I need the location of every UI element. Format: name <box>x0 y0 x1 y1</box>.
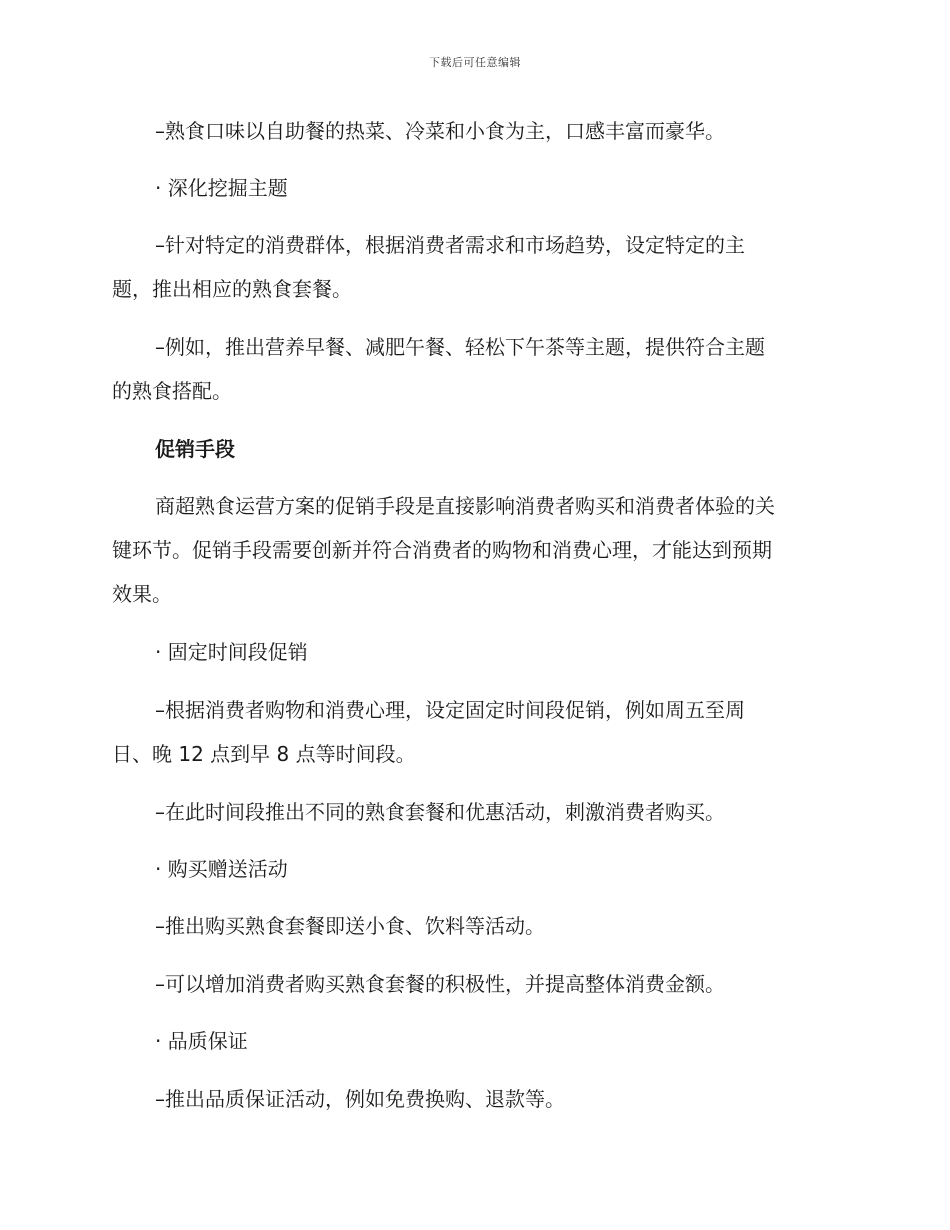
paragraph-line: 键环节。促销手段需要创新并符合消费者的购物和消费心理，才能达到预期 <box>112 538 772 562</box>
paragraph-line: –推出品质保证活动，例如免费换购、退款等。 <box>155 1087 565 1111</box>
paragraph-line: 商超熟食运营方案的促销手段是直接影响消费者购买和消费者体验的关 <box>155 494 775 518</box>
bullet-heading: · 品质保证 <box>155 1029 248 1053</box>
paragraph-line: 效果。 <box>112 582 172 606</box>
paragraph-line: 的熟食搭配。 <box>112 379 232 403</box>
paragraph-line: –熟食口味以自助餐的热菜、冷菜和小食为主，口感丰富而豪华。 <box>155 119 725 143</box>
paragraph-line: –在此时间段推出不同的熟食套餐和优惠活动，刺激消费者购买。 <box>155 800 725 824</box>
paragraph-line: –根据消费者购物和消费心理，设定固定时间段促销，例如周五至周 <box>155 698 745 722</box>
paragraph-line: –推出购买熟食套餐即送小食、饮料等活动。 <box>155 914 545 938</box>
paragraph-line: –可以增加消费者购买熟食套餐的积极性，并提高整体消费金额。 <box>155 972 725 996</box>
bullet-heading: · 固定时间段促销 <box>155 640 308 664</box>
bullet-heading: · 购买赠送活动 <box>155 857 288 881</box>
bullet-heading: · 深化挖掘主题 <box>155 176 288 200</box>
paragraph-line: 日、晚 12 点到早 8 点等时间段。 <box>112 742 416 766</box>
page-header: 下载后可任意编辑 <box>429 56 521 69</box>
paragraph-line: 题，推出相应的熟食套餐。 <box>112 277 352 301</box>
section-heading: 促销手段 <box>155 437 235 461</box>
paragraph-line: –针对特定的消费群体，根据消费者需求和市场趋势，设定特定的主 <box>155 233 745 257</box>
paragraph-line: –例如，推出营养早餐、减肥午餐、轻松下午茶等主题，提供符合主题 <box>155 335 765 359</box>
